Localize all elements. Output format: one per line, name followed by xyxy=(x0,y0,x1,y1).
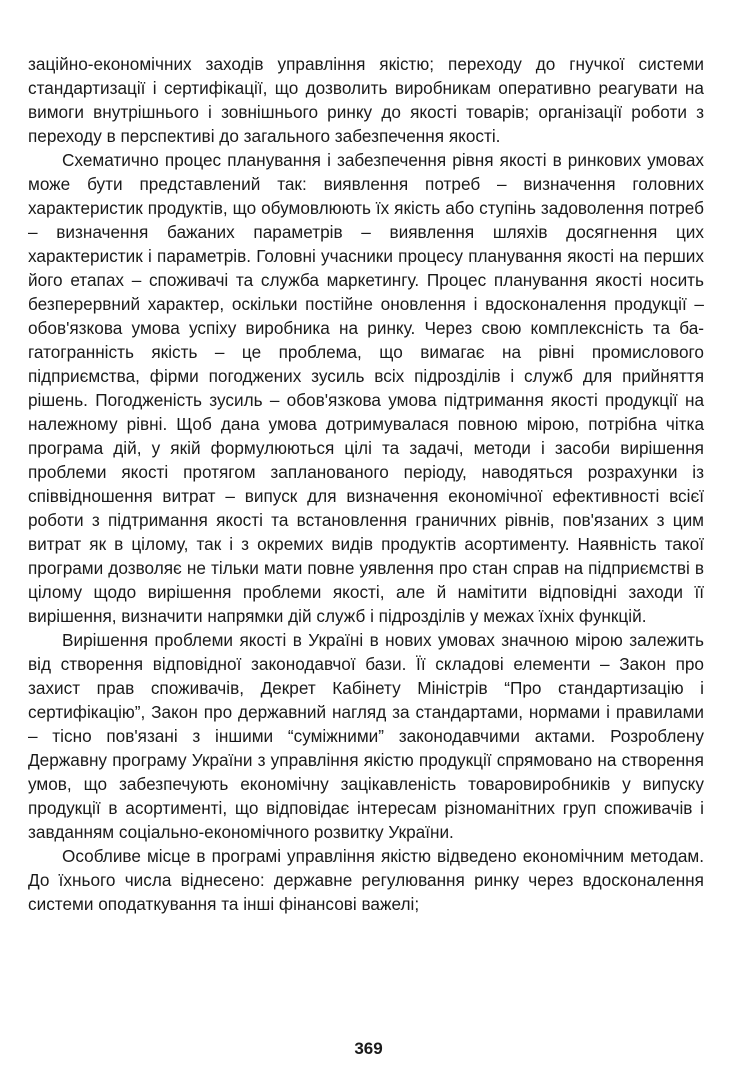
paragraph-planning-process: Схематично процес планування і забезпечення рівня якості в ринкових умовах може бути представлений так: виявлення потреб – визначення головних характеристик продуктів, що обумовлюють їх якість або ступінь задоволення потреб – визначення бажаних параметрів – виявлення шляхів досягнення цих характеристик і параметрів. Головні учасники процесу планування якості на перших його етапах – споживачі та служба маркетингу. Процес планування якості носить безперервний характер, оскільки постійне оновлення і вдосконалення продукції – обов'язкова умова успіху виробника на ринку. Через свою комплексність та багатогранність якість – це проблема, що вимагає на рівні промислового підприємства, фірми погоджених зусиль всіх підрозділів і служб для прийняття рішень. Погодженість зусиль – обов'язкова умова підтримання якості продукції на належному рівні. Щоб дана умова дотримувалася повною мірою, потрібна чітка програма дій, у якій формулюються цілі та задачі, методи і засоби вирішення проблеми якості протягом запланованого періоду, наводяться розрахунки із співвідношення витрат – випуск для визначення економічної ефективності всієї роботи з підтримання якості та встановлення граничних рівнів, пов'язаних з цим витрат як в цілому, так і з окремих видів продуктів асортименту. Наявність такої програми дозволяє не тільки мати повне уявлення про стан справ на підприємстві в цілому щодо вирішення проблеми якості, але й намітити відповідні заходи її вирішення, визначити напрямки дій служб і підрозділів у межах їхніх функцій. xyxy=(28,150,704,626)
paragraph-legislative-base: Вирішення проблеми якості в Україні в нових умовах значною мірою залежить від створення відповідної законодавчої бази. Її складові елементи – Закон про захист прав споживачів, Декрет Кабінету Міністрів “Про стандартизацію і сертифікацію”, Закон про державний нагляд за стандартами, нормами і правилами – тісно пов'язані з іншими “суміжними” законодавчими актами. Розроблену Державну програму України з управління якістю продукції спрямовано на створення умов, що забезпечують економічну зацікавленість товаровиробників у випуску продукції в асортименті, що відповідає інтересам різноманітних груп споживачів і завданням соціально-економічного розвитку України. xyxy=(28,630,704,842)
paragraph-continuation: заційно-економічних заходів управління якістю; переходу до гнучкої системи стандартизації і сертифікації, що дозволить виробникам оперативно реагувати на вимоги внутрішнього і зовнішнього ринку до якості товарів; організації роботи з переходу в перспективі до загального забезпечення якості. xyxy=(28,54,704,146)
page-body xyxy=(28,52,704,916)
page-number: 369 xyxy=(354,1039,383,1058)
paragraph-economic-methods: Особливе місце в програмі управління якістю відведено економічним методам. До їхнього числа віднесено: державне регулювання ринку через вдосконалення системи оподаткування та інші фінансові важелі; xyxy=(28,846,704,914)
